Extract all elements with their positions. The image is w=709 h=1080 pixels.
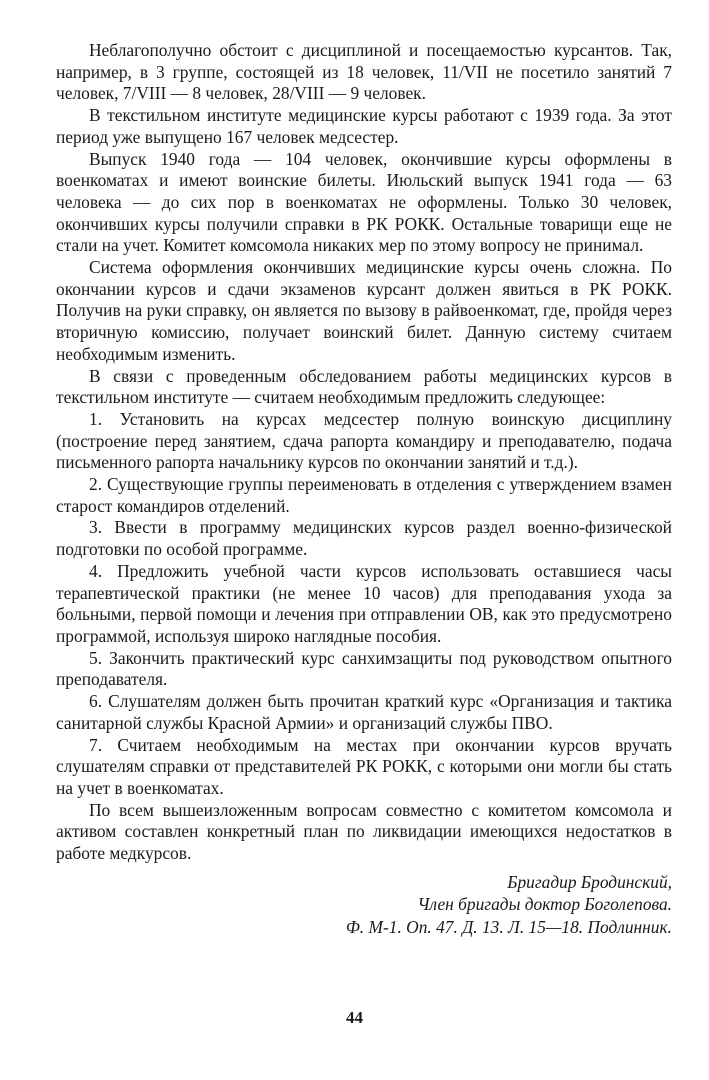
signature-block	[56, 871, 672, 939]
paragraph-graduates: Выпуск 1940 года — 104 человек, окончившие курсы оформлены в военкоматах и имеют воинские билеты. Июльский выпуск 1941 года — 63 человека — до сих пор в военкоматах не оформлены. Только 30 человек, окончивших курсы получили справки в РК РОКК. Остальные товарищи еще не стали на учет. Комитет комсомола никаких мер по этому вопросу не принимал.	[56, 148, 672, 256]
paragraph-discipline: Неблагополучно обстоит с дисциплиной и посещаемостью курсантов. Так, например, в 3 группе, состоящей из 18 человек, 11/VII не посетило занятий 7 человек, 7/VIII — 8 человек, 28/VIII — 9 человек.	[56, 40, 672, 104]
document-page	[56, 40, 672, 938]
body-text	[56, 40, 672, 865]
proposal-item-5: 5. Закончить практический курс санхимзащиты под руководством опытного преподавателя.	[56, 647, 672, 690]
proposal-item-7: 7. Считаем необходимым на местах при окончании курсов вручать слушателям справки от представителей РК РОКК, с которыми они могли бы стать на учет в военкоматах.	[56, 734, 672, 798]
paragraph-conclusion: По всем вышеизложенным вопросам совместно с комитетом комсомола и активом составлен конкретный план по ликвидации имеющихся недостатков в работе медкурсов.	[56, 799, 672, 864]
proposal-item-4: 4. Предложить учебной части курсов использовать оставшиеся часы терапевтической практики (не менее 10 часов) для преподавания ухода за больными, первой помощи и лечения при отправлении ОВ, как это предусмотрено программой, используя широко наглядные пособия.	[56, 560, 672, 646]
proposal-item-2: 2. Существующие группы переименовать в отделения с утверждением взамен старост командиров отделений.	[56, 474, 672, 516]
paragraph-registration-system: Система оформления окончивших медицинские курсы очень сложна. По окончании курсов и сдачи экзаменов курсант должен явиться в РК РОКК. Получив на руки справку, он является по вызову в райвоенкомат, где, пройдя через вторичную комиссию, получает воинский билет. Данную систему считаем необходимым изменить.	[56, 257, 672, 364]
page-number: 44	[346, 1008, 363, 1027]
signature-brigadier: Бригадир Бродинский,	[507, 871, 672, 892]
paragraph-proposals-intro: В связи с проведенным обследованием работы медицинских курсов в текстильном институте — считаем необходимым предложить следующее:	[56, 365, 672, 408]
paragraph-courses-history: В текстильном институте медицинские курсы работают с 1939 года. За этот период уже выпущено 167 человек медсестер.	[56, 105, 672, 147]
proposal-item-1: 1. Установить на курсах медсестер полную воинскую дисциплину (построение перед занятием, сдача рапорта командиру и преподавателю, подача письменного рапорта начальнику курсов по окончании занятий и т.д.).	[56, 408, 672, 473]
signature-member: Член бригады доктор Боголепова.	[417, 894, 672, 915]
archive-reference: Ф. М-1. Оп. 47. Д. 13. Л. 15—18. Подлинник.	[345, 916, 672, 937]
proposal-item-6: 6. Слушателям должен быть прочитан краткий курс «Организация и тактика санитарной службы Красной Армии» и организаций службы ПВО.	[56, 691, 672, 733]
proposal-item-3: 3. Ввести в программу медицинских курсов раздел военно-физической подготовки по особой программе.	[56, 517, 672, 560]
